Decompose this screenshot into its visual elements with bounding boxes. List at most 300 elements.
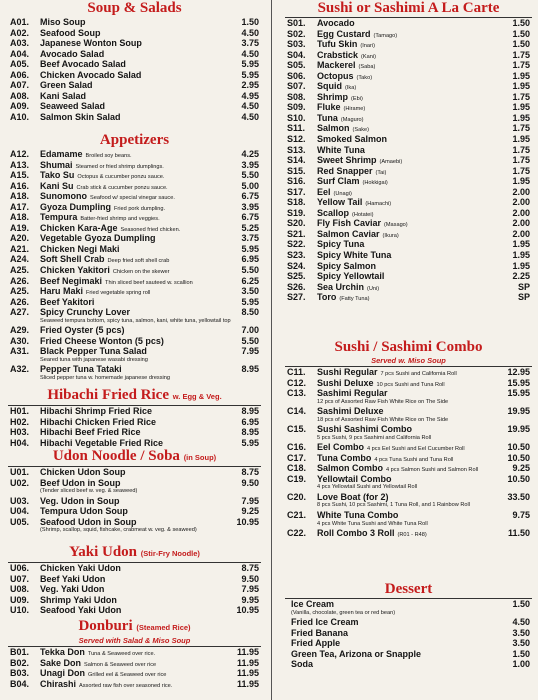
item-name: Tuna <box>317 112 338 123</box>
menu-item <box>10 149 259 160</box>
menu-item <box>10 297 259 308</box>
item-code: A18. <box>10 212 30 223</box>
item-price: 8.75 <box>241 563 259 573</box>
item-price: 3.75 <box>241 233 259 244</box>
item-description: Crab stick & cucumber ponzu sauce. <box>76 184 168 191</box>
menu-item <box>287 92 530 103</box>
item-price: 8.50 <box>241 307 259 318</box>
menu-item <box>10 496 259 507</box>
menu-item <box>287 239 530 250</box>
item-price: 4.50 <box>512 617 530 628</box>
menu-item <box>10 244 259 255</box>
item-description: Assorted raw fish over seasoned rice. <box>79 682 173 689</box>
item-code: S20. <box>287 218 306 229</box>
item-price: 7.95 <box>241 495 259 506</box>
item-name: Salmon Skin Salad <box>40 111 121 122</box>
item-code: U03. <box>10 495 30 506</box>
item-name: Fly Fish Caviar <box>317 218 382 229</box>
item-code: A02. <box>10 27 30 38</box>
item-name: Vegetable Gyoza Dumpling <box>40 233 156 244</box>
menu-item <box>287 18 530 29</box>
item-name: Eel <box>317 186 331 197</box>
item-description: Broiled soy beans. <box>85 153 132 159</box>
menu-item <box>287 39 530 50</box>
item-code: S07. <box>287 81 306 92</box>
item-code: A25. <box>10 286 30 297</box>
menu-item <box>287 71 530 82</box>
item-code: S26. <box>287 281 306 292</box>
item-price: 5.25 <box>241 222 259 233</box>
item-price: 12.95 <box>507 367 530 377</box>
item-price: 1.75 <box>512 165 530 176</box>
item-price: 5.95 <box>241 243 259 254</box>
item-list <box>287 18 530 303</box>
item-code: A21. <box>10 243 30 254</box>
item-name: White Tuna <box>317 144 365 155</box>
item-code: S04. <box>287 49 306 60</box>
item-description: 4 pcs Tuna Sushi and Tuna Roll <box>374 456 454 463</box>
item-price: 1.00 <box>512 659 530 670</box>
item-price: 5.50 <box>241 265 259 276</box>
item-description: 7 pcs Sushi and California Roll <box>380 371 457 377</box>
menu-item <box>287 292 530 303</box>
menu-item <box>10 223 259 234</box>
item-name: Octopus <box>317 70 354 81</box>
item-price: 3.75 <box>241 38 259 49</box>
item-name: Japanese Wonton Soup <box>40 38 142 49</box>
item-name: Fried Banana <box>291 627 349 638</box>
menu-item <box>287 123 530 134</box>
item-price: 5.95 <box>241 69 259 80</box>
item-price: 7.95 <box>241 346 259 357</box>
item-name: Scallop <box>317 207 350 218</box>
menu-item <box>10 668 259 679</box>
menu-item <box>10 254 259 265</box>
item-price: 11.95 <box>236 647 259 657</box>
item-price: SP <box>517 292 530 303</box>
item-price: 15.95 <box>507 388 530 399</box>
item-code: A30. <box>10 335 30 346</box>
item-code: A13. <box>10 159 30 170</box>
item-note: 4 pcs Yellowtail Sushi and Yellowtail Roll <box>317 484 418 491</box>
menu-item <box>291 649 530 660</box>
item-name: White Tuna Combo <box>317 509 399 520</box>
item-price: 8.95 <box>241 406 259 416</box>
menu-item <box>10 364 259 375</box>
item-name: Chicken Yaki Udon <box>40 563 121 573</box>
item-code: A27. <box>10 307 30 318</box>
item-description: Deep fried soft shell crab <box>107 258 170 265</box>
item-description: Seafood w/ special vinegar sauce. <box>90 195 175 202</box>
item-name: Hibachi Beef Fried Rice <box>40 427 141 438</box>
item-description: Tuna & Seaweed over rice. <box>87 651 156 657</box>
item-name: Edamame <box>40 149 83 159</box>
item-code: A24. <box>10 254 30 265</box>
item-price: 1.50 <box>512 39 530 50</box>
menu-item <box>10 478 259 489</box>
item-price: 9.25 <box>512 463 530 474</box>
item-price: 11.95 <box>236 668 259 679</box>
item-name: Fried Apple <box>291 638 341 649</box>
menu-item <box>10 160 259 171</box>
item-code: A06. <box>10 69 30 80</box>
item-code: S10. <box>287 112 306 123</box>
item-price: 1.95 <box>512 112 530 123</box>
item-price: 3.50 <box>241 286 259 297</box>
item-name: Beef Yakitori <box>40 296 95 307</box>
item-list <box>10 647 259 689</box>
item-name: Fried Cheese Wonton (5 pcs) <box>40 335 164 346</box>
item-name: Roll Combo 3 Roll <box>317 528 395 539</box>
section-combo <box>287 339 530 539</box>
item-description: (Amaebi) <box>379 159 403 166</box>
item-name: Sashimi Regular <box>317 388 388 399</box>
item-code: S15. <box>287 165 306 176</box>
item-list <box>10 563 259 616</box>
item-note: Seared tuna with japanese wasabi dressing <box>40 356 148 363</box>
menu-item <box>10 38 259 49</box>
item-code: A31. <box>10 346 30 357</box>
menu-item <box>287 367 530 378</box>
item-name: Fried Ice Cream <box>291 617 359 628</box>
item-code: C14. <box>287 406 307 417</box>
item-code: C20. <box>287 491 307 502</box>
item-price: 2.00 <box>512 228 530 239</box>
item-code: S23. <box>287 250 306 261</box>
item-price: 4.95 <box>241 90 259 101</box>
section-sushi-a-la-carte <box>287 0 530 303</box>
item-description: (Tako) <box>356 74 373 81</box>
item-name: Chicken Kara-Age <box>40 222 118 233</box>
item-name: Chicken Negi Maki <box>40 243 120 254</box>
item-name: Chirashi <box>40 678 77 689</box>
item-price: 8.95 <box>241 364 259 375</box>
item-name: Crabstick <box>317 49 359 60</box>
item-code: S14. <box>287 155 306 166</box>
menu-item <box>287 442 530 453</box>
item-price: 1.75 <box>512 144 530 155</box>
item-name: Kani Su <box>40 180 74 191</box>
menu-item <box>10 28 259 39</box>
item-code: B01. <box>10 647 30 657</box>
item-name: Seafood Soup <box>40 27 101 38</box>
item-description: (Unagi) <box>333 190 352 197</box>
item-code: U07. <box>10 573 30 584</box>
item-code: H03. <box>10 427 30 438</box>
item-code: S27. <box>287 292 306 303</box>
section-yaki-udon <box>10 544 259 616</box>
section-udon <box>10 448 259 535</box>
item-price: 11.95 <box>236 678 259 689</box>
menu-item <box>10 80 259 91</box>
item-code: H04. <box>10 437 30 448</box>
menu-item <box>10 101 259 112</box>
item-code: A26. <box>10 275 30 286</box>
item-code: C18. <box>287 463 307 474</box>
item-list <box>287 367 530 539</box>
menu-item <box>10 679 259 690</box>
item-code: S16. <box>287 176 306 187</box>
menu-item <box>287 218 530 229</box>
menu-item <box>10 605 259 616</box>
item-price: 5.95 <box>241 296 259 307</box>
item-code: S01. <box>287 18 306 28</box>
item-name: Hibachi Chicken Fried Rice <box>40 416 157 427</box>
item-name: Tekka Don <box>40 647 85 657</box>
item-code: A09. <box>10 101 30 112</box>
menu-item <box>287 378 530 389</box>
item-price: 4.50 <box>241 27 259 38</box>
menu-item <box>10 112 259 123</box>
item-description: (Hirame) <box>343 106 366 113</box>
item-name: Avocado <box>317 18 355 28</box>
menu-item <box>287 187 530 198</box>
section-title: Donburi (Steamed Rice) <box>78 618 191 634</box>
item-code: H02. <box>10 416 30 427</box>
menu-item <box>287 474 530 485</box>
item-code: S21. <box>287 228 306 239</box>
item-description: (R01 - R48) <box>397 532 427 539</box>
item-price: 33.50 <box>507 491 530 502</box>
column-divider <box>271 0 272 700</box>
menu-item <box>287 81 530 92</box>
item-price: 7.95 <box>241 584 259 595</box>
item-code: U02. <box>10 477 30 488</box>
item-description: Grilled eel & Seaweed over rice <box>88 672 167 679</box>
item-note: Sliced pepper tuna w. homemade japanese dressing <box>40 374 170 381</box>
item-price: 10.50 <box>507 452 530 463</box>
item-name: Red Snapper <box>317 165 373 176</box>
item-price: 1.50 <box>512 648 530 659</box>
item-code: A32. <box>10 364 30 375</box>
menu-item <box>291 628 530 639</box>
item-price: 1.95 <box>512 176 530 187</box>
item-code: U09. <box>10 594 30 605</box>
item-price: 3.50 <box>512 627 530 638</box>
item-code: S11. <box>287 123 306 134</box>
item-description: 4 pcs Salmon Sushi and Salmon Roll <box>386 467 479 474</box>
menu-item <box>287 145 530 156</box>
item-code: U08. <box>10 584 30 595</box>
item-name: Haru Maki <box>40 286 84 297</box>
section-soup-salads <box>10 0 259 122</box>
item-price: 19.95 <box>507 424 530 435</box>
item-price: 3.95 <box>241 201 259 212</box>
item-code: A29. <box>10 325 30 336</box>
item-code: S12. <box>287 134 306 145</box>
menu-item <box>10 658 259 669</box>
menu-item <box>10 265 259 276</box>
menu-item <box>287 250 530 261</box>
item-code: C17. <box>287 452 307 463</box>
item-code: A07. <box>10 80 30 91</box>
item-price: 1.95 <box>512 239 530 250</box>
item-code: S05. <box>287 60 306 71</box>
menu-item <box>287 155 530 166</box>
item-price: 2.25 <box>512 271 530 282</box>
item-code: S19. <box>287 207 306 218</box>
menu-item <box>287 50 530 61</box>
item-description: (Ikura) <box>382 232 399 239</box>
item-note: (Shrimp, scallop, squid, fishcake, crabmeat w. veg. & seaweed) <box>40 527 197 534</box>
item-description: (Masago) <box>384 222 408 229</box>
menu-item <box>287 388 530 399</box>
item-description: Seasoned fried chicken. <box>120 226 181 233</box>
item-price: 1.75 <box>512 60 530 71</box>
item-code: A12. <box>10 149 30 159</box>
section-note: Served with Salad & Miso Soup <box>78 636 191 645</box>
item-name: Shumai <box>40 159 73 170</box>
item-price: 1.50 <box>512 18 530 28</box>
item-code: B03. <box>10 668 30 679</box>
menu-item <box>10 506 259 517</box>
item-price: 7.00 <box>241 325 259 336</box>
item-price: 1.50 <box>241 17 259 27</box>
item-price: 5.50 <box>241 335 259 346</box>
section-title: Appetizers <box>99 132 170 148</box>
item-code: C21. <box>287 509 307 520</box>
item-price: 1.50 <box>512 28 530 39</box>
menu-item <box>287 282 530 293</box>
item-price: 1.95 <box>512 70 530 81</box>
item-price: 19.95 <box>507 406 530 417</box>
item-name: Tako Su <box>40 170 75 181</box>
item-name: Sake Don <box>40 657 82 668</box>
item-price: 8.95 <box>241 427 259 438</box>
menu-item <box>10 286 259 297</box>
item-name: Black Pepper Tuna Salad <box>40 346 147 357</box>
item-code: C15. <box>287 424 307 435</box>
item-name: Yellow Tail <box>317 197 363 208</box>
item-description: Thin sliced beef sauteed w. scallion <box>105 279 193 286</box>
menu-item <box>291 599 530 610</box>
item-name: Sushi Regular <box>317 367 378 377</box>
item-price: 9.50 <box>241 573 259 584</box>
menu-item <box>10 17 259 28</box>
menu-item <box>10 202 259 213</box>
item-name: Veg. Udon in Soup <box>40 495 120 506</box>
item-name: Chicken Udon Soup <box>40 467 126 477</box>
section-title: Sushi / Sashimi Combo <box>334 339 483 355</box>
item-name: Egg Custard <box>317 28 371 39</box>
section-title: Dessert <box>384 581 433 597</box>
item-note: 12 pcs of Assorted Raw Fish White Rice on The Side <box>317 398 449 405</box>
item-price: 6.95 <box>241 254 259 265</box>
item-code: S17. <box>287 186 306 197</box>
item-name: Squid <box>317 81 342 92</box>
menu-item <box>287 492 530 503</box>
item-price: 4.50 <box>241 111 259 122</box>
item-description: (Fatty Tuna) <box>339 296 370 303</box>
menu-item <box>10 91 259 102</box>
menu-item <box>10 49 259 60</box>
item-price: 1.95 <box>512 134 530 145</box>
item-description: (Hotatei) <box>352 211 374 218</box>
item-description: Steamed or fried shrimp dumplings. <box>75 163 164 170</box>
item-code: S06. <box>287 70 306 81</box>
item-price: 6.75 <box>241 191 259 202</box>
menu-item <box>10 563 259 574</box>
item-description: (Inari) <box>360 43 375 50</box>
item-name: Tempura <box>40 212 78 223</box>
section-dessert <box>287 581 530 670</box>
menu-item <box>287 176 530 187</box>
item-price: 9.75 <box>512 509 530 520</box>
item-description: (Ika) <box>345 85 357 92</box>
item-price: 2.00 <box>512 207 530 218</box>
item-code: A10. <box>10 111 30 122</box>
item-description: (Hamachi) <box>365 201 392 208</box>
item-description: (Saba) <box>358 64 376 71</box>
item-code: H01. <box>10 406 30 416</box>
item-name: Love Boat (for 2) <box>317 491 389 502</box>
item-description: (Maguro) <box>340 116 364 123</box>
item-price: 3.95 <box>241 159 259 170</box>
item-price: 1.75 <box>512 155 530 166</box>
item-price: 4.50 <box>241 101 259 112</box>
menu-item <box>10 595 259 606</box>
item-price: 15.95 <box>507 377 530 388</box>
item-description: (Tai) <box>375 169 387 176</box>
item-note: 5 pcs Sushi, 9 pcs Sashimi and California Roll <box>317 434 432 441</box>
item-price: 11.95 <box>236 657 259 668</box>
menu-item <box>287 60 530 71</box>
item-code: S24. <box>287 260 306 271</box>
item-description: Fried pork dumpling. <box>114 205 166 212</box>
item-name: Yellowtail Combo <box>317 473 392 484</box>
item-price: 10.95 <box>236 516 259 527</box>
item-description: Batter-fried shrimp and veggies. <box>80 216 160 223</box>
item-price: 9.50 <box>241 477 259 488</box>
menu-item <box>287 528 530 539</box>
item-code: C16. <box>287 442 307 453</box>
item-code: S18. <box>287 197 306 208</box>
item-name: Eel Combo <box>317 442 365 453</box>
item-price: 9.95 <box>241 594 259 605</box>
item-name: Sweet Shrimp <box>317 155 377 166</box>
item-name: Tufu Skin <box>317 39 358 50</box>
item-name: Unagi Don <box>40 668 85 679</box>
item-note: 4 pcs White Tuna Sushi and White Tuna Roll <box>317 520 428 527</box>
item-name: Beef Udon in Soup <box>40 477 121 488</box>
item-name: Green Salad <box>40 80 93 91</box>
item-code: A04. <box>10 48 30 59</box>
item-name: Green Tea, Arizona or Snapple <box>291 648 422 659</box>
item-name: Beef Avocado Salad <box>40 59 126 70</box>
menu-item <box>10 427 259 438</box>
item-name: Beef Negimaki <box>40 275 103 286</box>
item-code: C19. <box>287 473 307 484</box>
item-code: S22. <box>287 239 306 250</box>
item-code: S08. <box>287 91 306 102</box>
menu-item <box>287 113 530 124</box>
item-price: 4.50 <box>241 48 259 59</box>
item-code: C22. <box>287 528 307 539</box>
item-name: Veg. Yaki Udon <box>40 584 105 595</box>
menu-item <box>10 325 259 336</box>
item-code: A26. <box>10 296 30 307</box>
item-list <box>10 17 259 122</box>
item-list <box>287 599 530 670</box>
item-name: Tempura Udon Soup <box>40 506 128 517</box>
item-description: Chicken on the skewer <box>112 269 170 276</box>
item-price: 6.75 <box>241 212 259 223</box>
menu-item <box>287 463 530 474</box>
item-code: A15. <box>10 170 30 181</box>
item-price: 1.95 <box>512 81 530 92</box>
menu-item <box>287 29 530 40</box>
menu-item <box>287 102 530 113</box>
